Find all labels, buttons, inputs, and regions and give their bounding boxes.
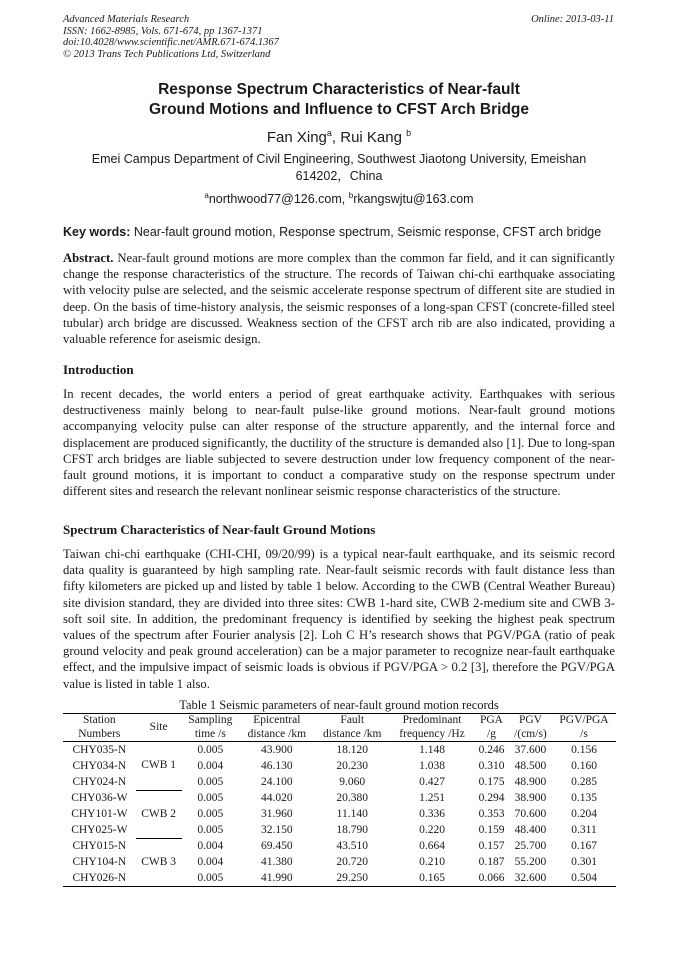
cell-frequency: 1.038 (419, 759, 445, 772)
cell-sampling: 0.005 (197, 807, 224, 820)
cell-sampling: 0.004 (197, 839, 224, 852)
cell-ratio: 0.156 (571, 743, 597, 756)
cell-station: CHY036-W (71, 791, 128, 804)
paper-title (0, 80, 678, 120)
cell-sampling: 0.005 (182, 870, 240, 887)
affiliation: Emei Campus Department of Civil Engineering, Southwest Jiaotong University, Emeishan 614202，China (91, 152, 587, 183)
table-row (63, 838, 616, 854)
email-a: northwood77@126.com (208, 192, 342, 207)
cell-frequency: 0.220 (419, 823, 445, 836)
cell-pgv: 48.400 (514, 823, 547, 836)
cell-pgv: 38.900 (514, 791, 547, 804)
table-header-pga: PGA /g (474, 714, 509, 742)
journal-header (63, 14, 279, 60)
cell-epicentral: 46.130 (261, 759, 293, 772)
keywords-label: Key words: (63, 225, 131, 239)
table-header-site: Site (136, 714, 182, 742)
title-line-1: Response Spectrum Characteristics of Near-fault (158, 81, 520, 98)
copyright-line: © 2013 Trans Tech Publications Ltd, Switzerland (63, 48, 271, 60)
cell-pgv: 55.200 (514, 855, 547, 868)
online-date: Online: 2013-03-11 (531, 14, 614, 25)
cell-ratio: 0.301 (571, 855, 597, 868)
email-b-mark: b (348, 191, 354, 200)
cell-ratio: 0.204 (571, 807, 597, 820)
cell-ratio: 0.160 (571, 759, 597, 772)
table-header-ratio: PGV/PGA /s (552, 714, 616, 742)
keywords (63, 224, 615, 240)
cell-epicentral: 44.020 (261, 791, 293, 804)
table-header-station: Station Numbers (63, 714, 136, 742)
cell-ratio: 0.135 (571, 791, 597, 804)
cell-epicentral: 41.990 (239, 870, 314, 887)
cell-pgv: 70.600 (514, 807, 547, 820)
cell-fault: 9.060 (339, 775, 366, 788)
email-b: rkangswjtu@163.com (353, 192, 474, 207)
email-line (0, 188, 678, 207)
cell-fault: 20.380 (336, 791, 369, 804)
table-header-pgv: PGV /(cm/s) (509, 714, 552, 742)
author-2: Rui Kang (340, 129, 402, 146)
cell-sampling: 0.004 (197, 759, 224, 772)
cell-sampling: 0.005 (197, 823, 224, 836)
abstract-text: Near-fault ground motions are more complex than the common far field, and it can significantly change the response characteristics of the structure. The records of Taiwan chi-chi earthquake associating with velocity pulse are selected, and the seismic accelerate response spectrum of different site are studied in deep. On the basis of time-history analysis, the seismic responses of a long-span CFST (concrete-filled steel tubular) arch bridge are discussed. Weakness section of the CFST arch rib are also indicated, providing a valuable reference for aseismic design. (63, 251, 615, 347)
cell-station: CHY101-W (71, 807, 128, 820)
cell-fault: 43.510 (336, 839, 369, 852)
cell-ratio: 0.504 (552, 870, 616, 887)
introduction-text: In recent decades, the world enters a period of great earthquake activity. Earthquakes with serious destructiveness mainly belong to near-fault pulse-like ground motions. Near-fault ground motions accompanying velocity pulse can alter response of the structure apparently, and the internal force and displacement are produced significantly, the ductility of the structure is demanded also [1]. Due to long-span CFST arch bridges are liable subjected to severe destruction under low frequency component of the near-fault ground motions, it is important to conduct a comparative study on the response spectrum under different sites and research the relevant nonlinear seismic response characteristics of the structure. (63, 387, 615, 499)
cell-station: CHY034-N (72, 759, 127, 772)
cell-ratio: 0.311 (571, 823, 597, 836)
cell-pga: 0.294 (478, 791, 505, 804)
cell-frequency: 1.251 (419, 791, 445, 804)
table-header-sampling: Sampling time /s (182, 714, 240, 742)
cell-station: CHY024-N (72, 775, 127, 788)
cell-site: CWB 2 (136, 790, 182, 838)
cell-epicentral: 32.150 (261, 823, 293, 836)
cell-station: CHY025-W (71, 823, 128, 836)
table-row (63, 790, 616, 806)
cell-epicentral: 31.960 (261, 807, 293, 820)
cell-epicentral: 43.900 (261, 743, 293, 756)
cell-sampling: 0.005 (197, 775, 224, 788)
cell-pga: 0.066 (474, 870, 509, 887)
author-line (0, 124, 678, 147)
cell-sampling: 0.005 (197, 791, 224, 804)
email-separator: , (341, 192, 349, 207)
title-line-2: Ground Motions and Influence to CFST Arch Bridge (148, 101, 530, 118)
cell-pga: 0.353 (478, 807, 505, 820)
cell-pgv: 25.700 (514, 839, 547, 852)
author-2-affil-mark: b (406, 128, 412, 138)
cell-frequency: 0.210 (419, 855, 445, 868)
cell-fault: 20.230 (336, 759, 369, 772)
cell-pgv: 48.500 (514, 759, 547, 772)
cell-fault: 20.720 (336, 855, 369, 868)
cell-frequency: 1.148 (419, 743, 445, 756)
cell-pga: 0.246 (478, 743, 505, 756)
table-row (63, 742, 616, 759)
cell-sampling: 0.005 (197, 743, 224, 756)
author-separator: , (331, 129, 341, 146)
cell-fault: 29.250 (315, 870, 390, 887)
cell-pgv: 48.900 (514, 775, 547, 788)
doi-line: doi:10.4028/www.scientific.net/AMR.671-674.1367 (63, 37, 279, 48)
seismic-parameters-table (63, 713, 616, 887)
spectrum-heading: Spectrum Characteristics of Near-fault Ground Motions (63, 522, 376, 537)
table-caption: Table 1 Seismic parameters of near-fault ground motion records (179, 698, 499, 712)
keywords-text: Near-fault ground motion, Response spectrum, Seismic response, CFST arch bridge (133, 225, 602, 239)
cell-site: CWB 3 (136, 838, 182, 887)
table-header-fault: Fault distance /km (315, 714, 390, 742)
cell-pga: 0.157 (478, 839, 505, 852)
cell-pga: 0.310 (478, 759, 505, 772)
journal-name: Advanced Materials Research (63, 14, 190, 25)
cell-frequency: 0.165 (390, 870, 474, 887)
cell-pgv: 32.600 (509, 870, 552, 887)
cell-station: CHY104-N (72, 855, 127, 868)
abstract (63, 250, 615, 347)
cell-epicentral: 69.450 (261, 839, 293, 852)
introduction-heading: Introduction (63, 362, 134, 377)
cell-fault: 18.120 (336, 743, 369, 756)
cell-sampling: 0.004 (197, 855, 224, 868)
cell-pgv: 37.600 (514, 743, 547, 756)
cell-frequency: 0.664 (419, 839, 445, 852)
cell-station: CHY015-N (72, 839, 127, 852)
spectrum-text: Taiwan chi-chi earthquake (CHI-CHI, 09/20/99) is a typical near-fault earthquake, and its seismic record data quality is guaranteed by high sampling rate. Near-fault seismic records with fault distance less than fifty kilometers are picked up and listed by table 1 below. According to the CWB (Central Weather Bureau) site division standard, they are divided into three sites: CWB 1-hard site, CWB 2-medium site and CWB 3-soft soil site. In addition, the predominant frequency is identified by seeking the highest peak spectrum values of the spectrum after Fourier analysis [2]. Loh C H’s research shows that PGV/PGA (ratio of peak ground velocity and peak ground acceleration) can be a major parameter to recognize near-fault earthquake effect, and the impulsive impact of seismic loads is obvious if PGV/PGA > 0.2 [3], therefore the PGV/PGA value is listed in table 1 also. (63, 547, 615, 691)
cell-site: CWB 1 (136, 742, 182, 791)
author-1-affil-mark: a (326, 128, 332, 138)
cell-epicentral: 41.380 (261, 855, 293, 868)
abstract-label: Abstract. (63, 251, 114, 265)
cell-station: CHY026-N (63, 870, 136, 887)
issn-line: ISSN: 1662-8985, Vols. 671-674, pp 1367-1371 (63, 25, 263, 37)
cell-pga: 0.175 (478, 775, 505, 788)
cell-pga: 0.187 (478, 855, 505, 868)
cell-frequency: 0.336 (419, 807, 445, 820)
table-header-epicentral: Epicentral distance /km (239, 714, 314, 742)
cell-ratio: 0.167 (571, 839, 597, 852)
author-1: Fan Xing (266, 129, 327, 146)
email-a-mark: a (204, 191, 209, 200)
table-header-frequency: Predominant frequency /Hz (390, 714, 474, 742)
cell-fault: 11.140 (336, 807, 368, 820)
cell-epicentral: 24.100 (261, 775, 293, 788)
cell-fault: 18.790 (336, 823, 369, 836)
cell-station: CHY035-N (72, 743, 127, 756)
cell-ratio: 0.285 (571, 775, 597, 788)
cell-frequency: 0.427 (419, 775, 445, 788)
cell-pga: 0.159 (478, 823, 505, 836)
